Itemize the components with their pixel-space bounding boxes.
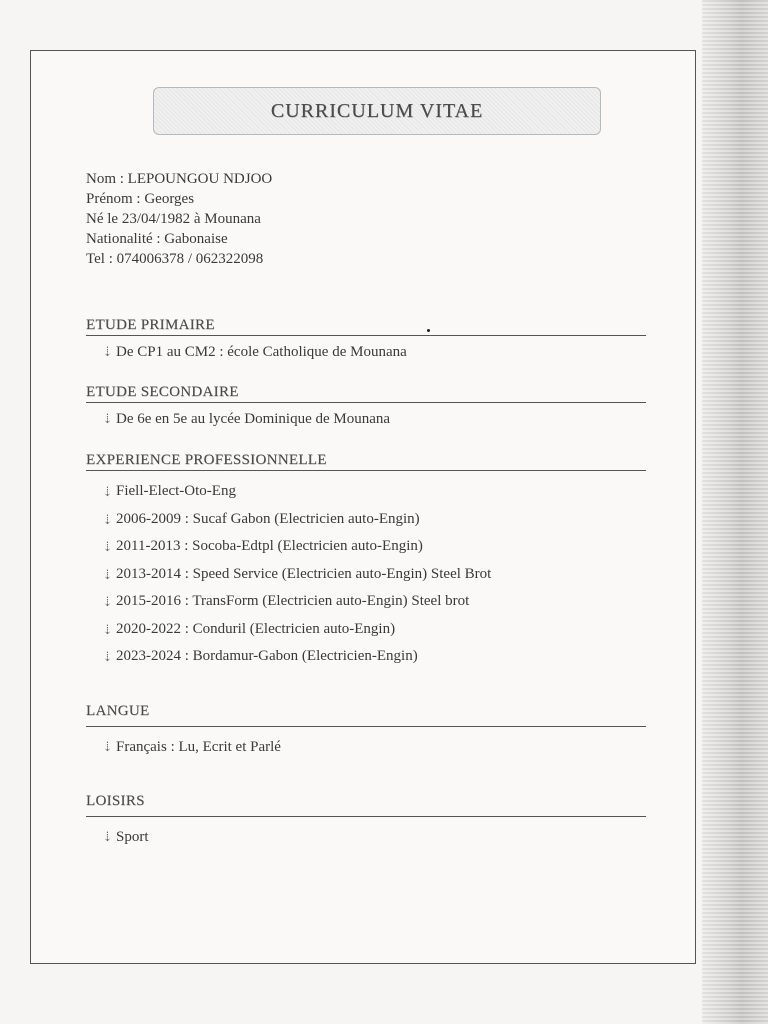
section-primary [86, 317, 646, 361]
list-item: ⇣ 2006-2009 : Sucaf Gabon (Electricien auto-Engin) [86, 506, 646, 534]
section-secondary [86, 384, 646, 428]
section-title: ETUDE PRIMAIRE [86, 317, 646, 336]
arrow-down-icon: ⇣ [102, 829, 113, 844]
list-item: ⇣ Fiell-Elect-Oto-Eng [86, 478, 646, 506]
arrow-down-icon: ⇣ [102, 649, 113, 664]
item-list [86, 478, 646, 671]
arrow-down-icon: ⇣ [102, 594, 113, 609]
list-item: ⇣ Sport [102, 829, 149, 845]
identity-nationality: Nationalité : Gabonaise [86, 231, 228, 247]
identity-birth: Né le 23/04/1982 à Mounana [86, 211, 261, 227]
list-item: ⇣ 2011-2013 : Socoba-Edtpl (Electricien auto-Engin) [86, 533, 646, 561]
identity-first-name: Prénom : Georges [86, 191, 195, 207]
section-title: LOISIRS [86, 793, 646, 817]
section-languages [86, 703, 646, 756]
identity-phone: Tel : 074006378 / 062322098 [86, 251, 264, 267]
identity-name: Nom : LEPOUNGOU NDJOO [86, 171, 273, 187]
section-title: ETUDE SECONDAIRE [86, 384, 646, 403]
item-list [86, 739, 646, 756]
arrow-down-icon: ⇣ [102, 344, 113, 359]
list-item: ⇣ 2013-2014 : Speed Service (Electricien auto-Engin) Steel Brot [86, 561, 646, 589]
arrow-down-icon: ⇣ [102, 621, 113, 637]
section-experience [86, 452, 646, 671]
arrow-down-icon: ⇣ [102, 484, 113, 499]
document-title: CURRICULUM VITAE [270, 99, 484, 122]
arrow-down-icon: ⇣ [102, 539, 113, 554]
item-list [86, 829, 646, 846]
list-item: ⇣ 2023-2024 : Bordamur-Gabon (Electricien-Engin) [86, 643, 646, 671]
list-item: ⇣ 2015-2016 : TransForm (Electricien auto-Engin) Steel brot [86, 588, 646, 616]
section-title: LANGUE [86, 703, 646, 727]
cv-page [30, 50, 696, 964]
list-item: ⇣ De CP1 au CM2 : école Catholique de Mounana [102, 344, 407, 360]
section-title: EXPERIENCE PROFESSIONNELLE [86, 452, 646, 471]
arrow-down-icon: ⇣ [102, 739, 113, 754]
arrow-down-icon: ⇣ [102, 411, 113, 426]
identity-block [86, 169, 272, 269]
list-item: ⇣ Français : Lu, Ecrit et Parlé [102, 739, 281, 755]
scan-edge-shadow [702, 0, 768, 1024]
arrow-down-icon: ⇣ [102, 566, 113, 582]
arrow-down-icon: ⇣ [102, 511, 113, 527]
list-item: ⇣ 2020-2022 : Conduril (Electricien auto-Engin) [86, 616, 646, 644]
title-banner [153, 87, 601, 135]
item-list [86, 411, 646, 428]
section-hobbies [86, 793, 646, 846]
item-list [86, 344, 646, 361]
list-item: ⇣ De 6e en 5e au lycée Dominique de Mounana [102, 411, 391, 427]
